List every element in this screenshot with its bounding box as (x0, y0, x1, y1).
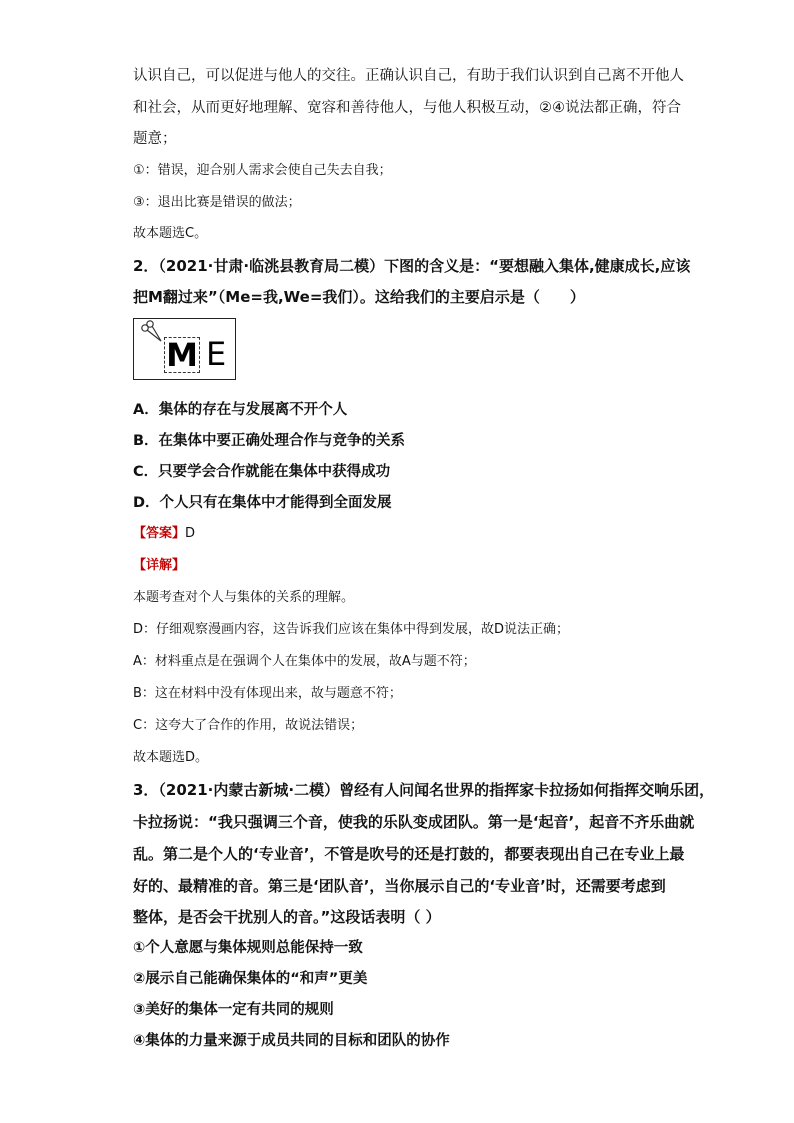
statement-3: ③美好的集体一定有共同的规则 (133, 1002, 334, 1018)
option-d: D．个人只有在集体中才能得到全面发展 (133, 495, 392, 511)
text-line: 和社会，从而更好地理解、宽容和善待他人，与他人积极互动，②④说法都正确，符合 (133, 100, 681, 116)
text-line: ①：错误，迎合别人需求会使自己失去自我； (133, 163, 392, 178)
option-c: C．只要学会合作就能在集体中获得成功 (133, 464, 391, 480)
explain-line: A：材料重点是在强调个人在集体中的发展，故A与题不符； (133, 654, 476, 669)
detail-tag: 【详解】 (133, 558, 186, 573)
question-3-stem: 好的、最精准的音。第三是‘团队音’，当你展示自己的‘专业音’时，还需要考虑到 (133, 877, 666, 895)
letter-e: E (206, 335, 227, 373)
statement-2: ②展示自己能确保集体的“和声”更美 (133, 971, 368, 987)
question-2-stem: 把M翻过来”（Me=我,We=我们）。这给我们的主要启示是（ ） (133, 288, 585, 306)
statement-4: ④集体的力量来源于成员共同的目标和团队的协作 (133, 1033, 450, 1049)
question-3-stem: 卡拉扬说：“我只强调三个音，使我的乐队变成团队。第一是‘起音’，起音不齐乐曲就 (133, 813, 695, 831)
option-b: B．在集体中要正确处理合作与竞争的关系 (133, 433, 406, 449)
text-line: 题意； (133, 131, 177, 147)
explain-line: B：这在材料中没有体现出来，故与题意不符； (133, 686, 402, 701)
option-a: A．集体的存在与发展离不开个人 (133, 402, 348, 418)
question-3-stem: 整体，是否会干扰别人的音。”这段话表明（ ） (133, 908, 441, 926)
statement-1: ①个人意愿与集体规则总能保持一致 (133, 940, 363, 956)
explain-line: 故本题选D。 (133, 750, 209, 765)
answer-tag: 【答案】 (133, 526, 186, 541)
explain-line: 本题考查对个人与集体的关系的理解。 (133, 590, 355, 605)
me-cartoon-figure (133, 318, 236, 380)
letter-m: M (164, 337, 200, 373)
explain-line: C：这夸大了合作的作用，故说法错误； (133, 718, 364, 733)
question-3-stem: 乱。第二是个人的‘专业音’，不管是吹号的还是打鼓的，都要表现出自己在专业上最 (133, 845, 685, 863)
question-2-stem: 2．（2021·甘肃·临洮县教育局二模）下图的含义是：“要想融入集体,健康成长,应该 (133, 257, 691, 275)
answer-line (133, 524, 195, 544)
detail-line (133, 556, 185, 576)
explain-line: D：仔细观察漫画内容，这告诉我们应该在集体中得到发展，故D说法正确； (133, 622, 570, 637)
text-line: 故本题选C。 (133, 226, 208, 241)
answer-value: D (185, 526, 196, 541)
question-3-stem: 3．（2021·内蒙古新城·二模）曾经有人问闻名世界的指挥家卡拉扬如何指挥交响乐团， (133, 781, 715, 799)
text-line: ③：退出比赛是错误的做法； (133, 195, 301, 210)
text-line: 认识自己，可以促进与他人的交往。正确认识自己，有助于我们认识到自己离不开他人 (133, 68, 684, 84)
